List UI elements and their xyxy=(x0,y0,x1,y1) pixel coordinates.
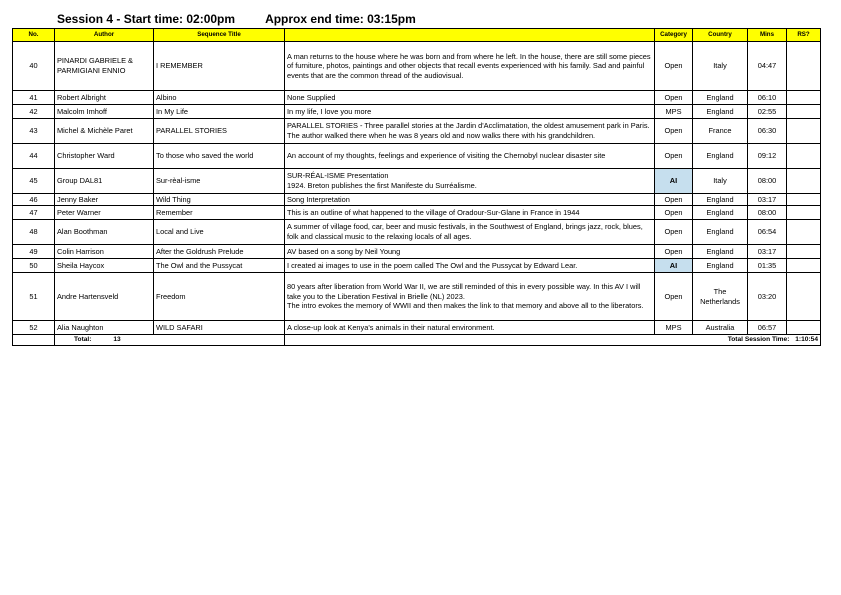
col-header-author: Author xyxy=(55,29,154,42)
row-description: I created ai images to use in the poem called The Owl and the Pussycat by Edward Lear. xyxy=(285,259,655,273)
table-row xyxy=(13,144,821,169)
row-category: MPS xyxy=(655,321,693,335)
row-description: AV based on a song by Neil Young xyxy=(285,245,655,259)
row-author: Andre Hartensveld xyxy=(55,273,154,321)
header-row xyxy=(13,29,821,42)
row-description: None Supplied xyxy=(285,91,655,105)
row-category: Open xyxy=(655,91,693,105)
col-header-rs: RS? xyxy=(787,29,821,42)
row-category: MPS xyxy=(655,105,693,119)
schedule-table xyxy=(12,28,821,346)
row-country: Italy xyxy=(693,169,748,194)
row-mins: 04:47 xyxy=(748,42,787,91)
row-number: 52 xyxy=(13,321,55,335)
row-number: 45 xyxy=(13,169,55,194)
row-number: 48 xyxy=(13,220,55,245)
row-category: Open xyxy=(655,206,693,220)
row-country: England xyxy=(693,194,748,206)
col-header-no: No. xyxy=(13,29,55,42)
row-number: 44 xyxy=(13,144,55,169)
row-title: The Owl and the Pussycat xyxy=(154,259,285,273)
table-row xyxy=(13,42,821,91)
row-mins: 03:17 xyxy=(748,245,787,259)
row-number: 42 xyxy=(13,105,55,119)
row-rs xyxy=(787,105,821,119)
row-description: PARALLEL STORIES - Three parallel stories at the Jardin d'Acclimatation, the oldest amusement park in Paris. The author walked there when he was 8 years old and now walks there with his grandchildren. xyxy=(285,119,655,144)
row-title: Remember xyxy=(154,206,285,220)
row-rs xyxy=(787,259,821,273)
row-number: 49 xyxy=(13,245,55,259)
row-mins: 01:35 xyxy=(748,259,787,273)
total-count-cell xyxy=(55,335,285,346)
row-author: Jenny Baker xyxy=(55,194,154,206)
row-rs xyxy=(787,91,821,105)
row-title: Wild Thing xyxy=(154,194,285,206)
row-title: Albino xyxy=(154,91,285,105)
table-row xyxy=(13,245,821,259)
row-country: Australia xyxy=(693,321,748,335)
row-title: Sur-rèal-isme xyxy=(154,169,285,194)
row-mins: 06:54 xyxy=(748,220,787,245)
row-title: PARALLEL STORIES xyxy=(154,119,285,144)
total-blank xyxy=(13,335,55,346)
total-time: 1:10:54 xyxy=(795,336,818,344)
table-row xyxy=(13,259,821,273)
row-mins: 06:10 xyxy=(748,91,787,105)
row-country: France xyxy=(693,119,748,144)
row-mins: 03:17 xyxy=(748,194,787,206)
row-author: Alia Naughton xyxy=(55,321,154,335)
col-header-country: Country xyxy=(693,29,748,42)
row-author: Sheila Haycox xyxy=(55,259,154,273)
row-category: Open xyxy=(655,119,693,144)
row-author: Peter Warner xyxy=(55,206,154,220)
row-country: The Netherlands xyxy=(693,273,748,321)
row-description: A man returns to the house where he was born and from where he left. In the house, there are still some pieces of furniture, photos, paintings and other objects that recall events experienced with his family. Sad and painful events that are the common thread of the audiovisual. xyxy=(285,42,655,91)
total-time-cell xyxy=(285,335,821,346)
row-country: England xyxy=(693,220,748,245)
row-author: Michel & Michèle Paret xyxy=(55,119,154,144)
row-description: 80 years after liberation from World War II, we are still reminded of this in every possible way. In this AV I will take you to the Liberation Festival in Brielle (NL) 2023. The intro evokes the memory of WWII and then makes the link to that memory and above all to the liberators. xyxy=(285,273,655,321)
row-author: Christopher Ward xyxy=(55,144,154,169)
row-description: Song Interpretation xyxy=(285,194,655,206)
row-description: A summer of village food, car, beer and music festivals, in the Southwest of England, brings jazz, rock, blues, folk and classical music to the relaxing locals of all ages. xyxy=(285,220,655,245)
row-title: To those who saved the world xyxy=(154,144,285,169)
row-number: 47 xyxy=(13,206,55,220)
row-title: Freedom xyxy=(154,273,285,321)
row-country: England xyxy=(693,105,748,119)
total-time-label: Total Session Time: xyxy=(727,336,790,344)
row-number: 51 xyxy=(13,273,55,321)
row-title: Local and Live xyxy=(154,220,285,245)
row-mins: 09:12 xyxy=(748,144,787,169)
row-rs xyxy=(787,245,821,259)
row-category: Open xyxy=(655,273,693,321)
row-category: Open xyxy=(655,42,693,91)
col-header-description xyxy=(285,29,655,42)
row-rs xyxy=(787,144,821,169)
total-row xyxy=(13,335,821,346)
row-country: England xyxy=(693,245,748,259)
total-label: Total: xyxy=(74,336,92,344)
total-count: 13 xyxy=(113,336,121,344)
row-mins: 06:57 xyxy=(748,321,787,335)
row-number: 41 xyxy=(13,91,55,105)
row-author: Alan Boothman xyxy=(55,220,154,245)
row-category: Open xyxy=(655,194,693,206)
row-category: Open xyxy=(655,220,693,245)
table-row xyxy=(13,194,821,206)
row-category: AI xyxy=(655,259,693,273)
row-title: WILD SAFARI xyxy=(154,321,285,335)
row-author: Colin Harrison xyxy=(55,245,154,259)
row-country: England xyxy=(693,91,748,105)
table-row xyxy=(13,206,821,220)
row-category: Open xyxy=(655,144,693,169)
col-header-category: Category xyxy=(655,29,693,42)
row-author: Robert Albright xyxy=(55,91,154,105)
row-mins: 06:30 xyxy=(748,119,787,144)
row-country: Italy xyxy=(693,42,748,91)
table-row xyxy=(13,169,821,194)
row-author: Malcolm Imhoff xyxy=(55,105,154,119)
table-row xyxy=(13,220,821,245)
row-country: England xyxy=(693,206,748,220)
table-row xyxy=(13,119,821,144)
row-country: England xyxy=(693,259,748,273)
row-category: AI xyxy=(655,169,693,194)
row-mins: 08:00 xyxy=(748,169,787,194)
row-rs xyxy=(787,119,821,144)
table-row xyxy=(13,273,821,321)
row-number: 40 xyxy=(13,42,55,91)
row-rs xyxy=(787,206,821,220)
row-title: After the Goldrush Prelude xyxy=(154,245,285,259)
row-rs xyxy=(787,42,821,91)
row-mins: 02:55 xyxy=(748,105,787,119)
row-number: 46 xyxy=(13,194,55,206)
session-heading xyxy=(57,12,416,26)
session-start: Session 4 - Start time: 02:00pm xyxy=(57,12,236,26)
row-rs xyxy=(787,273,821,321)
row-country: England xyxy=(693,144,748,169)
row-description: In my life, I love you more xyxy=(285,105,655,119)
row-description: An account of my thoughts, feelings and experience of visiting the Chernobyl nuclear disaster site xyxy=(285,144,655,169)
table-row xyxy=(13,321,821,335)
session-end: Approx end time: 03:15pm xyxy=(265,12,416,26)
col-header-mins: Mins xyxy=(748,29,787,42)
row-rs xyxy=(787,169,821,194)
row-rs xyxy=(787,321,821,335)
row-rs xyxy=(787,220,821,245)
row-category: Open xyxy=(655,245,693,259)
row-number: 50 xyxy=(13,259,55,273)
col-header-title: Sequence Title xyxy=(154,29,285,42)
row-rs xyxy=(787,194,821,206)
row-author: PINARDI GABRIELE & PARMIGIANI ENNIO xyxy=(55,42,154,91)
row-title: In My Life xyxy=(154,105,285,119)
row-number: 43 xyxy=(13,119,55,144)
row-mins: 08:00 xyxy=(748,206,787,220)
row-title: I REMEMBER xyxy=(154,42,285,91)
row-mins: 03:20 xyxy=(748,273,787,321)
row-description: This is an outline of what happened to the village of Oradour-Sur-Glane in France in 1944 xyxy=(285,206,655,220)
table-row xyxy=(13,105,821,119)
table-row xyxy=(13,91,821,105)
row-author: Group DAL81 xyxy=(55,169,154,194)
row-description: SUR-RÉAL-ISME Presentation 1924. Breton publishes the first Manifeste du Surréalisme. xyxy=(285,169,655,194)
row-description: A close-up look at Kenya's animals in their natural environment. xyxy=(285,321,655,335)
